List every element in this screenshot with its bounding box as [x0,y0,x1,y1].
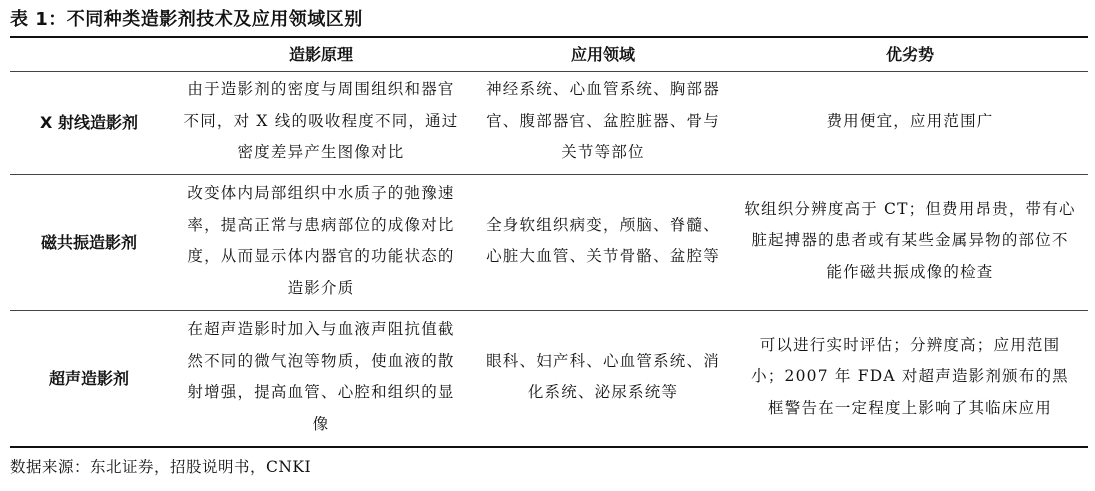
header-principle: 造影原理 [288,44,353,64]
principle-cell: 改变体内局部组织中水质子的弛豫速率，提高正常与患病部位的成像对比度，从而显示体内器官的功能状态的造影介质 [187,184,455,297]
row-name: X 射线造影剂 [40,113,138,132]
header-application: 应用领域 [570,44,635,64]
header-blank [10,36,168,70]
table-title: 表 1：不同种类造影剂技术及应用领域区别 [10,9,363,30]
row-name: 磁共振造影剂 [40,232,137,252]
principle-cell: 在超声造影时加入与血液声阻抗值截然不同的微气泡等物质，使血液的散射增强，提高血管、心腔和组织的显像 [187,320,455,433]
row-name: 超声造影剂 [48,368,129,388]
table-row [10,70,1088,173]
table-row [10,309,1088,445]
application-cell: 眼科、妇产科、心血管系统、消化系统、泌尿系统等 [486,351,720,401]
application-cell: 神经系统、心血管系统、胸部器官、腹部器官、盆腔脏器、骨与关节等部位 [486,80,720,162]
header-pros-cons: 优劣势 [885,44,934,64]
principle-cell: 由于造影剂的密度与周围组织和器官不同，对 X 线的吸收程度不同，通过密度差异产生图像对比 [183,80,459,162]
pros-cons-cell: 可以进行实时评估；分辨度高；应用范围小；2007 年 FDA 对超声造影剂颁布的黑框警告在一定程度上影响了其临床应用 [751,335,1069,417]
header-row [10,36,1088,70]
pros-cons-cell: 费用便宜，应用范围广 [826,111,994,130]
comparison-table [10,36,1088,445]
data-source-note: 数据来源：东北证券，招股说明书，CNKI [10,458,312,476]
pros-cons-cell: 软组织分辨度高于 CT；但费用昂贵，带有心脏起搏器的患者或有某些金属异物的部位不能作磁共振成像的检查 [744,199,1076,281]
application-cell: 全身软组织病变，颅脑、脊髓、心脏大血管、关节骨骼、盆腔等 [486,215,720,265]
table-row [10,173,1088,309]
bottom-rule [10,446,1088,448]
